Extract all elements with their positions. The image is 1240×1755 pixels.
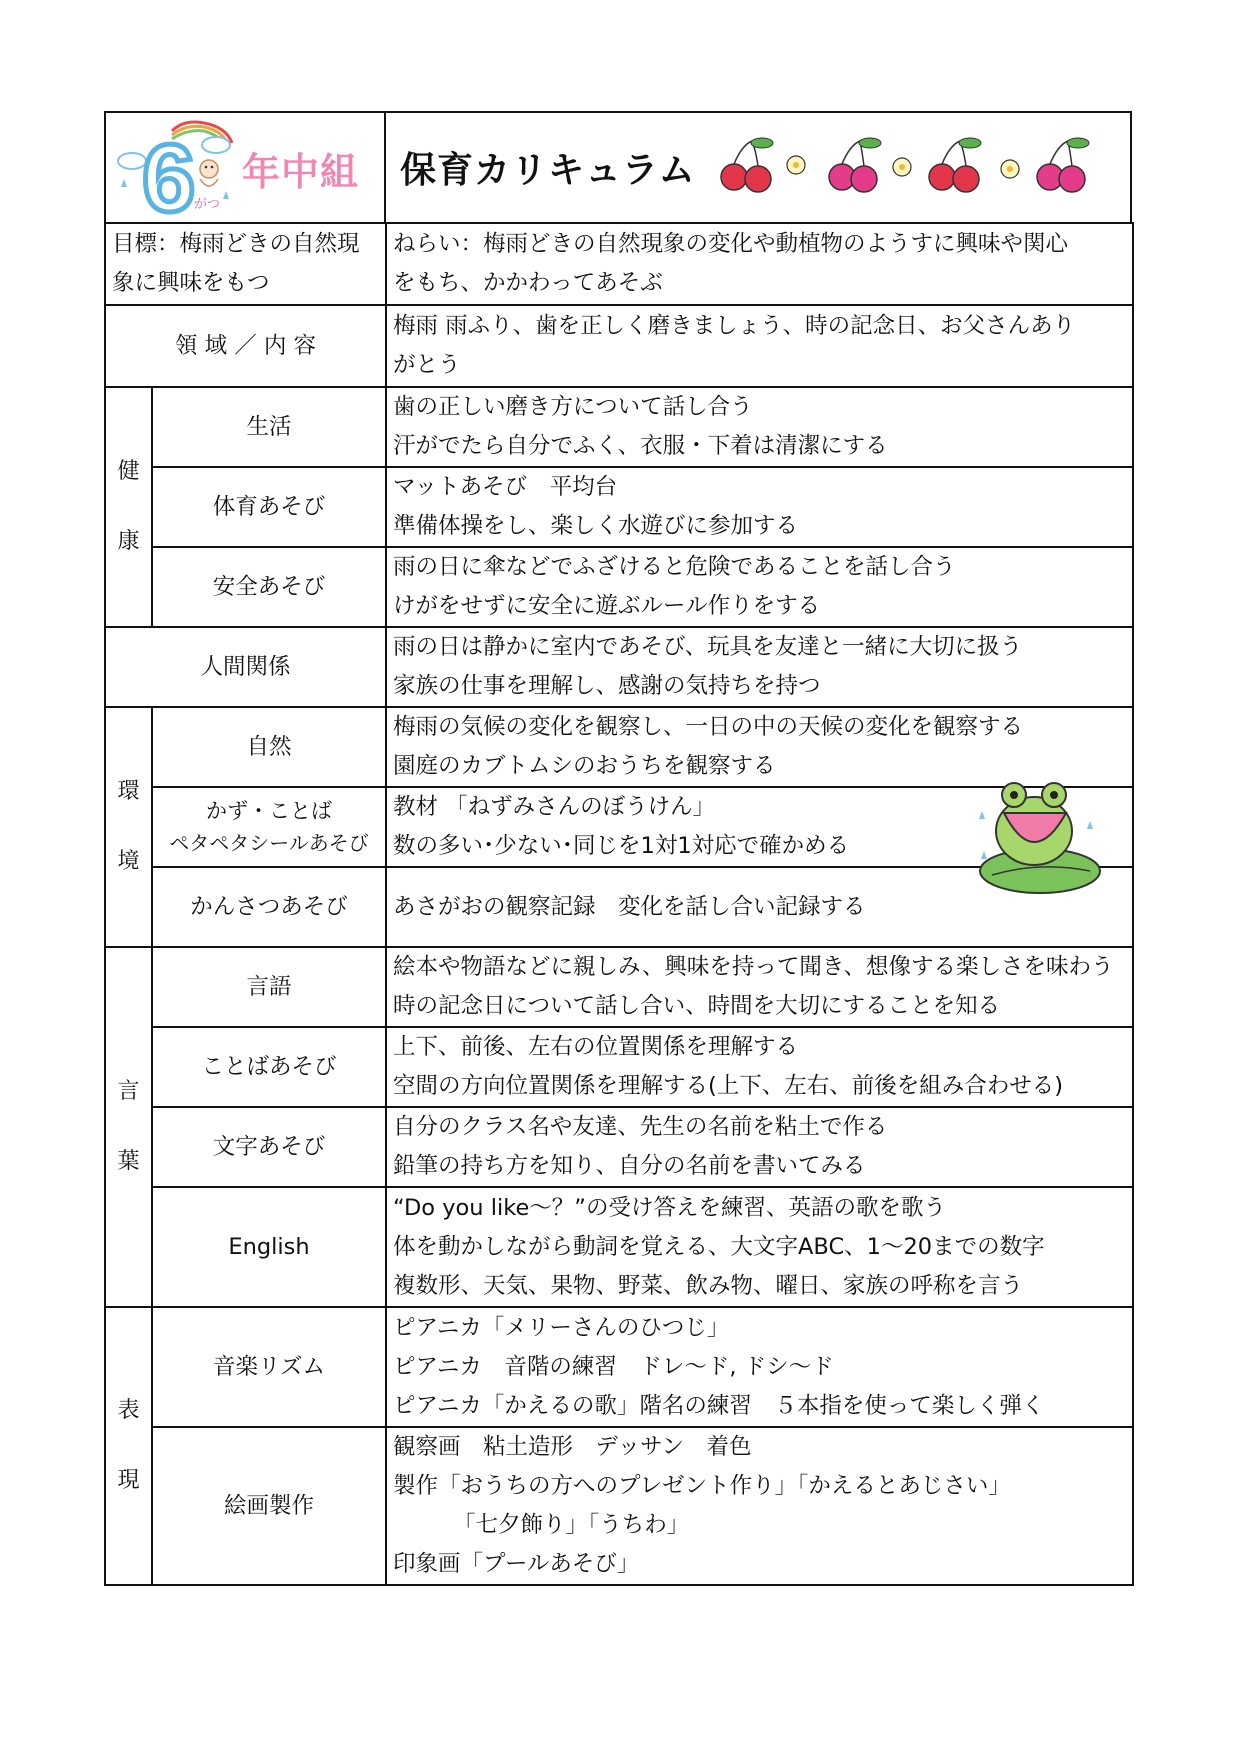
human-relations-row bbox=[105, 627, 1133, 707]
area-char: 境 bbox=[117, 849, 140, 874]
content-line: ピアニカ「メリーさんのひつじ」 bbox=[393, 1314, 730, 1341]
content-line: “Do you like～？”の受け答えを練習、英語の歌を歌う bbox=[393, 1194, 946, 1221]
content-cell bbox=[386, 1027, 1133, 1107]
expression-row bbox=[105, 1307, 1133, 1427]
content-cell bbox=[386, 1187, 1133, 1307]
sub-area-cell bbox=[152, 787, 386, 867]
content-line: 歯の正しい磨き方について話し合う bbox=[393, 394, 753, 420]
area-char: 表 bbox=[117, 1398, 140, 1423]
sub-area-label: 音楽リズム bbox=[152, 1307, 386, 1427]
sub-area-label: 絵画製作 bbox=[152, 1427, 386, 1585]
page-title: 保育カリキュラム bbox=[400, 150, 696, 191]
cherry-decoration-icon bbox=[712, 133, 1112, 203]
sub-area-label: 体育あそび bbox=[152, 467, 386, 547]
sub-area-label: 生活 bbox=[152, 387, 386, 467]
area-char: 現 bbox=[117, 1468, 140, 1493]
area-char: 環 bbox=[117, 779, 140, 804]
aim-text-line: をもち、かかわってあそぶ bbox=[393, 270, 663, 296]
content-line: 汗がでたら自分でふく、衣服・下着は清潔にする bbox=[393, 433, 888, 459]
content-cell bbox=[386, 547, 1133, 627]
sub-area-label: 人間関係 bbox=[105, 627, 386, 707]
language-row bbox=[105, 1027, 1133, 1107]
area-char: 康 bbox=[117, 529, 140, 554]
sub-area-label: かんさつあそび bbox=[152, 867, 386, 947]
domain-label: 領 域 ／ 内 容 bbox=[105, 305, 386, 387]
sub-area-label: 言語 bbox=[152, 947, 386, 1027]
content-line: 体を動かしながら動詞を覚える、大文字ABC、1～20までの数字 bbox=[393, 1233, 1045, 1260]
content-line: 家族の仕事を理解し、感謝の気持ちを持つ bbox=[393, 673, 821, 699]
month-class-box bbox=[106, 113, 386, 222]
content-line: 自分のクラス名や友達、先生の名前を粘土で作る bbox=[393, 1114, 888, 1140]
goal-row bbox=[105, 223, 1133, 305]
health-row bbox=[105, 547, 1133, 627]
sub-area-label: 自然 bbox=[152, 707, 386, 787]
goal-text-line: 象に興味をもつ bbox=[112, 270, 270, 296]
content-line: 梅雨の気候の変化を観察し、一日の中の天候の変化を観察する bbox=[393, 714, 1024, 740]
goal-cell bbox=[105, 223, 386, 305]
curriculum-page bbox=[104, 111, 1132, 1586]
domain-row bbox=[105, 305, 1133, 387]
content-cell bbox=[386, 1427, 1133, 1585]
content-cell bbox=[386, 1307, 1133, 1427]
header bbox=[104, 111, 1132, 222]
content-line: 数の多い･少ない･同じを1対1対応で確かめる bbox=[393, 833, 850, 859]
curriculum-table bbox=[104, 222, 1134, 1586]
content-cell bbox=[386, 947, 1133, 1027]
sub-area-label: 安全あそび bbox=[152, 547, 386, 627]
content-line: 雨の日は静かに室内であそび、玩具を友達と一緒に大切に扱う bbox=[393, 634, 1023, 660]
content-line: 雨の日に傘などでふざけると危険であることを話し合う bbox=[393, 554, 956, 580]
health-row bbox=[105, 387, 1133, 467]
aim-text-line: ねらい：梅雨どきの自然現象の変化や動植物のようすに興味や関心 bbox=[393, 231, 1069, 257]
content-line: 複数形、天気、果物、野菜、飲み物、曜日、家族の呼称を言う bbox=[393, 1272, 1024, 1299]
language-row bbox=[105, 947, 1133, 1027]
content-line: 上下、前後、左右の位置関係を理解する bbox=[393, 1034, 799, 1060]
content-cell bbox=[386, 627, 1133, 707]
sub-area-label: かず・ことば bbox=[206, 799, 332, 823]
content-line: 園庭のカブトムシのおうちを観察する bbox=[393, 753, 776, 779]
content-line: あさがおの観察記録 変化を話し合い記録する bbox=[393, 893, 866, 920]
area-language bbox=[105, 947, 152, 1307]
content-line: マットあそび 平均台 bbox=[393, 474, 618, 500]
frog-illustration-icon bbox=[972, 771, 1102, 901]
class-name: 年中組 bbox=[242, 150, 360, 194]
language-row bbox=[105, 1187, 1133, 1307]
sub-area-label: English bbox=[152, 1187, 386, 1307]
sub-area-label: ことばあそび bbox=[152, 1027, 386, 1107]
area-char: 言 bbox=[117, 1079, 140, 1104]
theme-line: 梅雨 雨ふり、歯を正しく磨きましょう、時の記念日、お父さんあり bbox=[393, 313, 1076, 339]
content-line: 印象画「プールあそび」 bbox=[393, 1551, 640, 1577]
content-line: 時の記念日について話し合い、時間を大切にすることを知る bbox=[393, 993, 1001, 1019]
content-line: ピアニカ「かえるの歌」階名の練習 ５本指を使って楽しく弾く bbox=[393, 1392, 1045, 1419]
area-char: 健 bbox=[117, 459, 140, 484]
expression-row bbox=[105, 1427, 1133, 1585]
month-suffix: がつ bbox=[194, 197, 221, 212]
sub-area-label: 文字あそび bbox=[152, 1107, 386, 1187]
content-line: 鉛筆の持ち方を知り、自分の名前を書いてみる bbox=[393, 1153, 866, 1179]
month-illustration bbox=[114, 119, 239, 219]
content-line: 空間の方向位置関係を理解する(上下、左右、前後を組み合わせる) bbox=[393, 1073, 1064, 1099]
content-line: けがをせずに安全に遊ぶルール作りをする bbox=[393, 593, 821, 619]
content-line: 準備体操をし、楽しく水遊びに参加する bbox=[393, 513, 799, 539]
content-line: 絵本や物語などに親しみ、興味を持って聞き、想像する楽しさを味わう bbox=[393, 954, 1114, 980]
content-cell bbox=[386, 467, 1133, 547]
content-cell bbox=[386, 387, 1133, 467]
title-area bbox=[386, 113, 1130, 222]
goal-text-line: 目標：梅雨どきの自然現 bbox=[112, 231, 360, 257]
content-line: 「七夕飾り」「うちわ」 bbox=[453, 1512, 690, 1538]
area-environment bbox=[105, 707, 152, 947]
month-number: 6 bbox=[142, 125, 196, 219]
monthly-themes-cell bbox=[386, 305, 1133, 387]
area-char: 葉 bbox=[117, 1149, 140, 1174]
area-health bbox=[105, 387, 152, 627]
content-cell bbox=[386, 1107, 1133, 1187]
theme-line: がとう bbox=[393, 352, 461, 378]
sub-area-label: ペタペタシールあそび bbox=[169, 831, 369, 855]
content-line: 教材 「ねずみさんのぼうけん」 bbox=[393, 794, 716, 820]
content-line: ピアニカ 音階の練習 ドレ～ド, ドシ～ド bbox=[393, 1353, 834, 1380]
aim-cell bbox=[386, 223, 1133, 305]
health-row bbox=[105, 467, 1133, 547]
content-line: 観察画 粘土造形 デッサン 着色 bbox=[393, 1434, 752, 1460]
content-line: 製作「おうちの方へのプレゼント作り」「かえるとあじさい」 bbox=[393, 1473, 1011, 1499]
area-expression bbox=[105, 1307, 152, 1585]
language-row bbox=[105, 1107, 1133, 1187]
